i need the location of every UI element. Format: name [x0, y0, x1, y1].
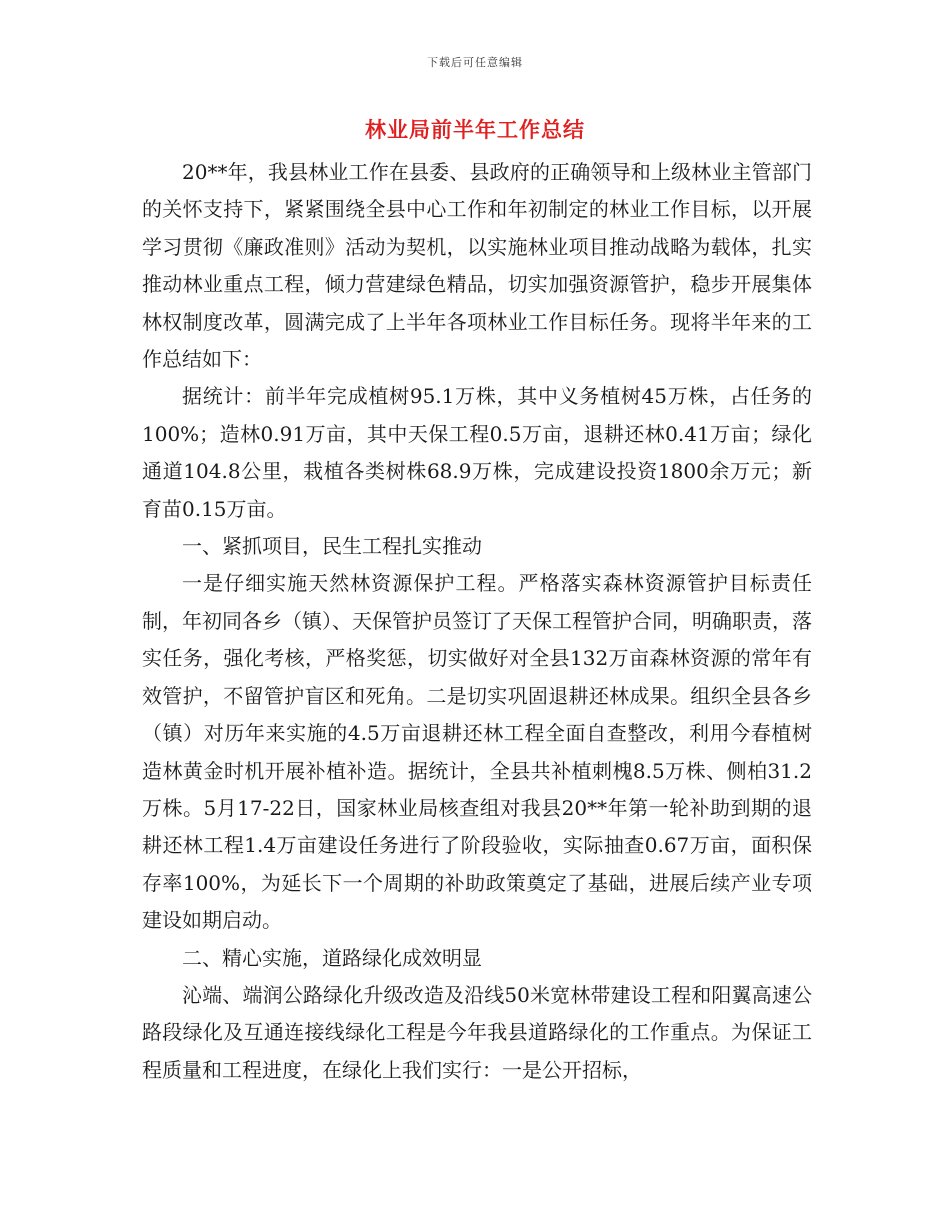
paragraph-statistics: 据统计：前半年完成植树95.1万株，其中义务植树45万株，占任务的100%；造林0.91万亩，其中天保工程0.5万亩，退耕还林0.41万亩；绿化通道104.8公里，栽植各类树株68.9万株，完成建设投资1800余万元；新育苗0.15万亩。: [142, 384, 812, 521]
paragraph-road-greening: 沁端、端润公路绿化升级改造及沿线50米宽林带建设工程和阳翼高速公路段绿化及互通连接线绿化工程是今年我县道路绿化的工作重点。为保证工程质量和工程进度，在绿化上我们实行：一是公开招标，: [142, 982, 812, 1082]
paragraph-projects: 一是仔细实施天然林资源保护工程。严格落实森林资源管护目标责任制，年初同各乡（镇）、天保管护员签订了天保工程管护合同，明确职责，落实任务，强化考核，严格奖惩，切实做好对全县132万亩森林资源的常年有效管护，不留管护盲区和死角。二是切实巩固退耕还林成果。组织全县各乡（镇）对历年来实施的4.5万亩退耕还林工程全面自查整改，利用今春植树造林黄金时机开展补植补造。据统计，全县共补植刺槐8.5万株、侧柏31.2万株。5月17-22日，国家林业局核查组对我县20**年第一轮补助到期的退耕还林工程1.4万亩建设任务进行了阶段验收，实际抽查0.67万亩，面积保存率100%，为延长下一个周期的补助政策奠定了基础，进展后续产业专项建设如期启动。: [142, 571, 812, 933]
document-title: 林业局前半年工作总结: [365, 118, 585, 142]
paragraph-intro: 20**年，我县林业工作在县委、县政府的正确领导和上级林业主管部门的关怀支持下，紧紧围绕全县中心工作和年初制定的林业工作目标，以开展学习贯彻《廉政准则》活动为契机，以实施林业项目推动战略为载体，扎实推动林业重点工程，倾力营建绿色精品，切实加强资源管护，稳步开展集体林权制度改革，圆满完成了上半年各项林业工作目标任务。现将半年来的工作总结如下：: [142, 160, 812, 372]
document-body: [142, 154, 812, 1089]
section-heading-2: 二、精心实施，道路绿化成效明显: [182, 945, 482, 970]
section-heading-1: 一、紧抓项目，民生工程扎实推动: [182, 534, 482, 559]
header-note: 下载后可任意编辑: [427, 56, 523, 69]
